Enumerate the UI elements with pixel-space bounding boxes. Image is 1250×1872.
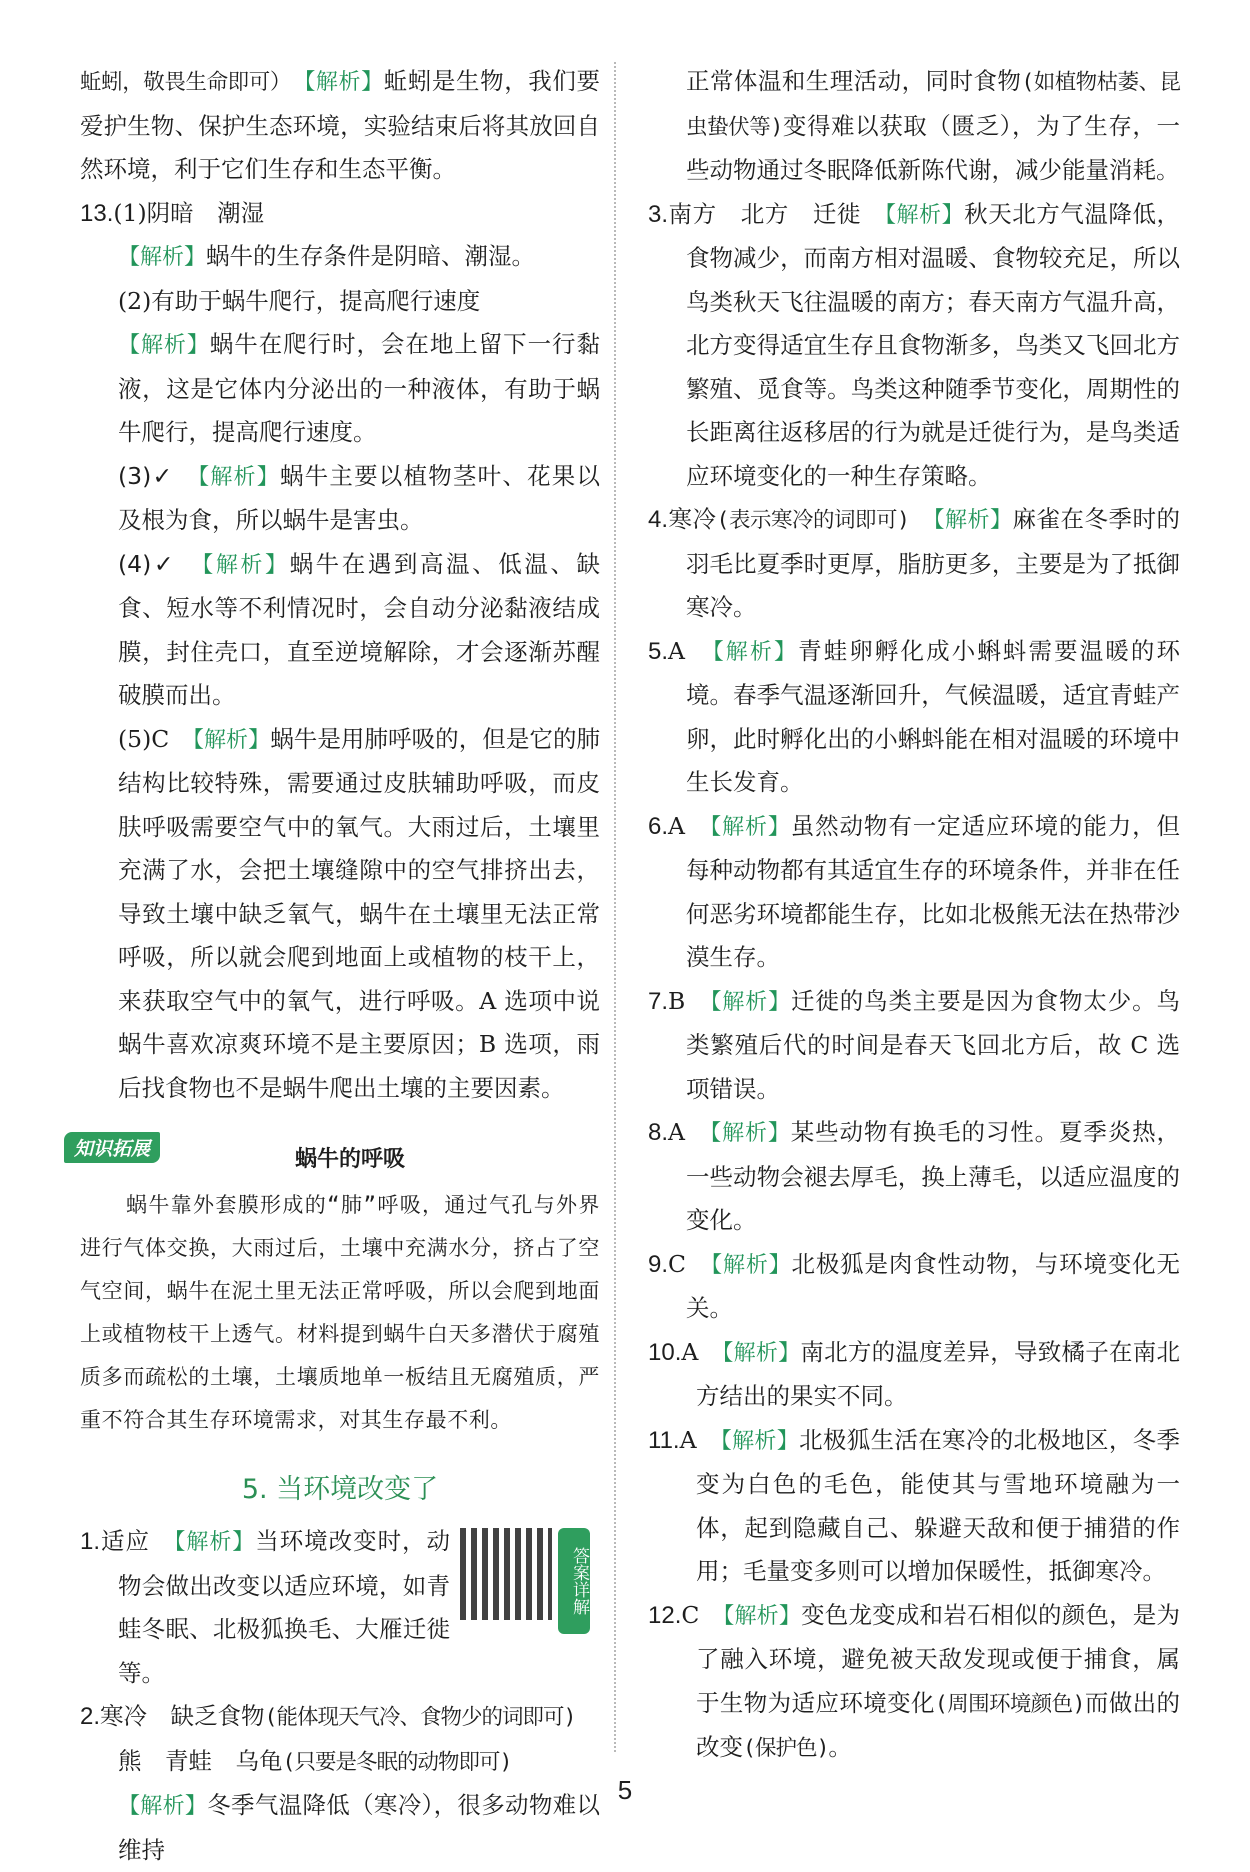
qr-label: 答案详解	[558, 1528, 590, 1634]
q7: 7.B 【解析】迁徙的鸟类主要是因为食物太少。鸟类繁殖后代的时间是春天飞回北方后，故 C 选项错误。	[648, 986, 1180, 1103]
q5: 5.A 【解析】青蛙卵孵化成小蝌蚪需要温暖的环境。春季气温逐渐回升，气候温暖，适宜青蛙产卵，此时孵化出的小蝌蚪能在相对温暖的环境中生长发育。	[648, 636, 1180, 796]
right-column	[648, 60, 1180, 1771]
q13-1-analysis: 【解析】蜗牛的生存条件是阴暗、潮湿。	[118, 242, 536, 270]
s2-analysis: 【解析】冬季气温降低（寒冷），很多动物难以维持	[118, 1791, 600, 1864]
q13-2: (2)有助于蜗牛爬行，提高爬行速度	[118, 286, 481, 315]
q13-3: (3)✓ 【解析】蜗牛主要以植物茎叶、花果以及根为食，所以蜗牛是害虫。	[118, 461, 600, 534]
q11: 11.A 【解析】北极狐生活在寒冷的北极地区，冬季变为白色的毛色，能使其与雪地环境融为一体，起到隐藏自己、躲避天敌和便于捕猎的作用；毛量变多则可以增加保暖性，抵御寒冷。	[648, 1425, 1181, 1585]
q3: 3.南方 北方 迁徙 【解析】秋天北方气温降低，食物减少，而南方相对温暖、食物较充足，所以鸟类秋天飞往温暖的南方；春天南方气温升高，北方变得适宜生存且食物渐多，鸟类又飞回北方繁殖、觅食等。鸟类这种随季节变化，周期性的长距离往返移居的行为就是迁徙行为，是鸟类适应环境变化的一种生存策略。	[648, 199, 1181, 490]
column-divider	[614, 62, 616, 1752]
q8: 8.A 【解析】某些动物有换毛的习性。夏季炎热，一些动物会褪去厚毛，换上薄毛，以适应温度的变化。	[648, 1118, 1180, 1234]
left-column	[74, 60, 601, 1872]
knowledge-text: 蜗牛靠外套膜形成的“肺”呼吸，通过气孔与外界进行气体交换，大雨过后，土壤中充满水分，挤占了空气空间，蜗牛在泥土里无法正常呼吸，所以会爬到地面上或植物枝干上透气。材料提到蜗牛白天多潜伏于腐殖质多而疏松的土壤，土壤质地单一板结且无腐殖质，严重不符合其生存环境需求，对其生存最不利。	[80, 1193, 600, 1432]
q13-4: (4)✓ 【解析】蜗牛在遇到高温、低温、缺食、短水等不利情况时，会自动分泌黏液结成膜，封住壳口，直至逆境解除，才会逐渐苏醒破膜而出。	[118, 549, 601, 709]
s2: 2.寒冷 缺乏食物(能体现天气冷、食物少的词即可)	[80, 1702, 576, 1730]
q4: 4.寒冷(表示寒冷的词即可) 【解析】麻雀在冬季时的羽毛比夏季时更厚，脂肪更多，主要是为了抵御寒冷。	[648, 505, 1181, 621]
knowledge-badge: 知识拓展	[64, 1132, 160, 1163]
q10: 10.A 【解析】南北方的温度差异，导致橘子在南北方结出的果实不同。	[648, 1337, 1181, 1410]
intro-paragraph: 蚯蚓，敬畏生命即可） 【解析】蚯蚓是生物，我们要爱护生物、保护生态环境，实验结束后将其放回自然环境，利于它们生存和生态平衡。	[80, 67, 600, 183]
s2-continuation: 正常体温和生理活动，同时食物(如植物枯萎、昆虫蛰伏等)变得难以获取（匮乏），为了生存，一些动物通过冬眠降低新陈代谢，减少能量消耗。	[686, 67, 1181, 184]
q13-1: 13.(1)阴暗 潮湿	[80, 198, 265, 227]
s2-line2: 熊 青蛙 乌龟(只要是冬眠的动物即可)	[118, 1746, 512, 1775]
q13-5: (5)C 【解析】蜗牛是用肺呼吸的，但是它的肺结构比较特殊，需要通过皮肤辅助呼吸，而皮肤呼吸需要空气中的氧气。大雨过后，土壤里充满了水，会把土壤缝隙中的空气排挤出去，导致土壤中缺乏氧气，蜗牛在土壤里无法正常呼吸，所以就会爬到地面上或植物的枝干上，来获取空气中的氧气，进行呼吸。A 选项中说蜗牛喜欢凉爽环境不是主要原因；B 选项，雨后找食物也不是蜗牛爬出土壤的主要因素。	[118, 724, 601, 1102]
page-number: 5	[617, 1775, 633, 1805]
q6: 6.A 【解析】虽然动物有一定适应环境的能力，但每种动物都有其适宜生存的环境条件，并非在任何恶劣环境都能生存，比如北极熊无法在热带沙漠生存。	[648, 811, 1180, 971]
knowledge-title: 蜗牛的呼吸	[294, 1147, 405, 1172]
q13-2-analysis: 【解析】蜗牛在爬行时，会在地上留下一行黏液，这是它体内分泌出的一种液体，有助于蜗牛爬行，提高爬行速度。	[118, 330, 600, 446]
qr-code-block[interactable]	[460, 1528, 600, 1646]
section-title: 5. 当环境改变了	[241, 1474, 439, 1505]
q12: 12.C 【解析】变色龙变成和岩石相似的颜色，是为了融入环境，避免被天敌发现或便于捕食，属于生物为适应环境变化(周围环境颜色)而做出的改变(保护色)。	[648, 1600, 1181, 1761]
knowledge-box	[74, 1132, 600, 1442]
qr-code-icon[interactable]	[460, 1528, 552, 1620]
s1: 1.适应 【解析】当环境改变时，动物会做出改变以适应环境，如青蛙冬眠、北极狐换毛、大雁迁徙等。	[80, 1527, 451, 1687]
q9: 9.C 【解析】北极狐是肉食性动物，与环境变化无关。	[648, 1249, 1181, 1322]
analysis-tag: 【解析】	[304, 70, 384, 95]
